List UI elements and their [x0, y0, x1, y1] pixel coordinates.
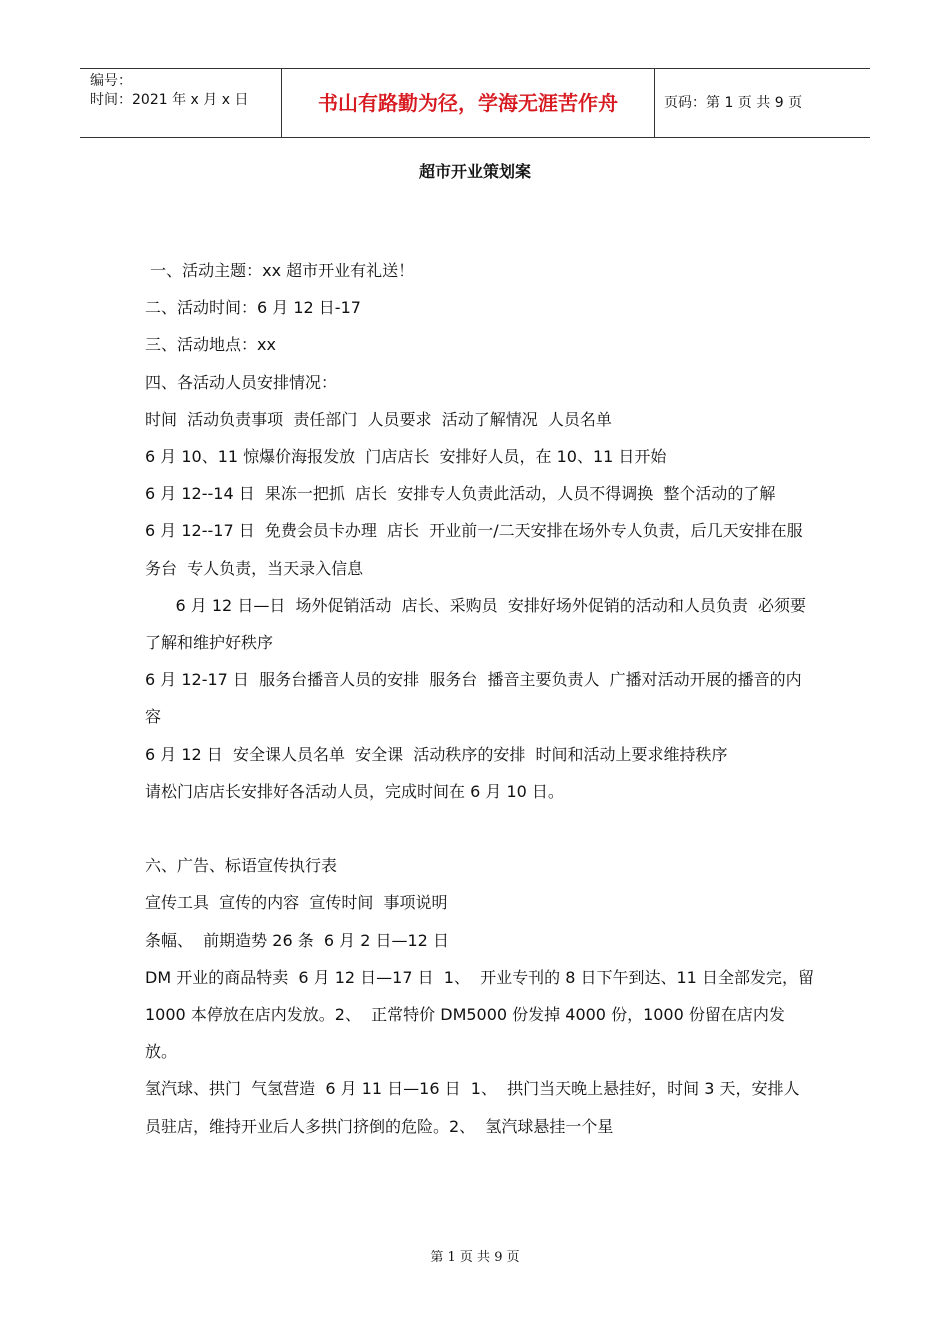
- document-title: 超市开业策划案: [418, 162, 531, 181]
- paragraph: 6 月 12-17 日 服务台播音人员的安排 服务台 播音主要负责人 广播对活动开展的播音的内容: [145, 670, 802, 727]
- document-date: 时间：2021 年 x 月 x 日: [90, 92, 249, 108]
- paragraph: 氢汽球、拱门 气氢营造 6 月 11 日—16 日 1、 拱门当天晚上悬挂好，时间 3 天，安排人员驻店，维持开业后人多拱门挤倒的危险。2、 氢汽球悬挂一个星: [145, 1079, 800, 1136]
- paragraph: 请松门店店长安排好各活动人员，完成时间在 6 月 10 日。: [145, 781, 564, 801]
- paragraph: 一、活动主题：xx 超市开业有礼送！: [145, 261, 415, 280]
- paragraph: 四、各活动人员安排情况：: [145, 372, 338, 392]
- paragraph: 二、活动时间：6 月 12 日-17: [145, 298, 361, 318]
- document-number: 编号：: [90, 73, 132, 89]
- paragraph: 三、活动地点：xx: [145, 335, 276, 355]
- paragraph: 六、广告、标语宣传执行表: [145, 856, 338, 876]
- paragraph: 6 月 10、11 惊爆价海报发放 门店店长 安排好人员，在 10、11 日开始: [145, 447, 667, 467]
- header-page-info: 页码：第 1 页 共 9 页: [664, 95, 803, 111]
- document-body: [145, 252, 820, 1145]
- page-footer: 第 1 页 共 9 页: [430, 1250, 520, 1265]
- paragraph: 条幅、 前期造势 26 条 6 月 2 日—12 日: [145, 930, 449, 950]
- paragraph: 6 月 12 日 安全课人员名单 安全课 活动秩序的安排 时间和活动上要求维持秩序: [145, 744, 728, 764]
- paragraph: 宣传工具 宣传的内容 宣传时间 事项说明: [145, 893, 448, 913]
- paragraph: 6 月 12--14 日 果冻一把抓 店长 安排专人负责此活动，人员不得调换 整个活动的了解: [145, 484, 776, 504]
- paragraph: 6 月 12--17 日 免费会员卡办理 店长 开业前一/二天安排在场外专人负责，后几天安排在服务台 专人负责，当天录入信息: [145, 521, 803, 578]
- header-motto: 书山有路勤为径，学海无涯苦作舟: [282, 69, 655, 137]
- document-header: [80, 68, 870, 138]
- paragraph: [145, 810, 815, 847]
- paragraph: 6 月 12 日—日 场外促销活动 店长、采购员 安排好场外促销的活动和人员负责 必须要了解和维护好秩序: [145, 595, 807, 653]
- paragraph: 时间 活动负责事项 责任部门 人员要求 活动了解情况 人员名单: [145, 409, 612, 429]
- paragraph: DM 开业的商品特卖 6 月 12 日—17 日 1、 开业专刊的 8 日下午到达、11 日全部发完，留 1000 本停放在店内发放。2、 正常特价 DM5000 份发掉 4000 份，1000 份留在店内发放。: [145, 967, 820, 1062]
- header-left-cell: [80, 69, 282, 137]
